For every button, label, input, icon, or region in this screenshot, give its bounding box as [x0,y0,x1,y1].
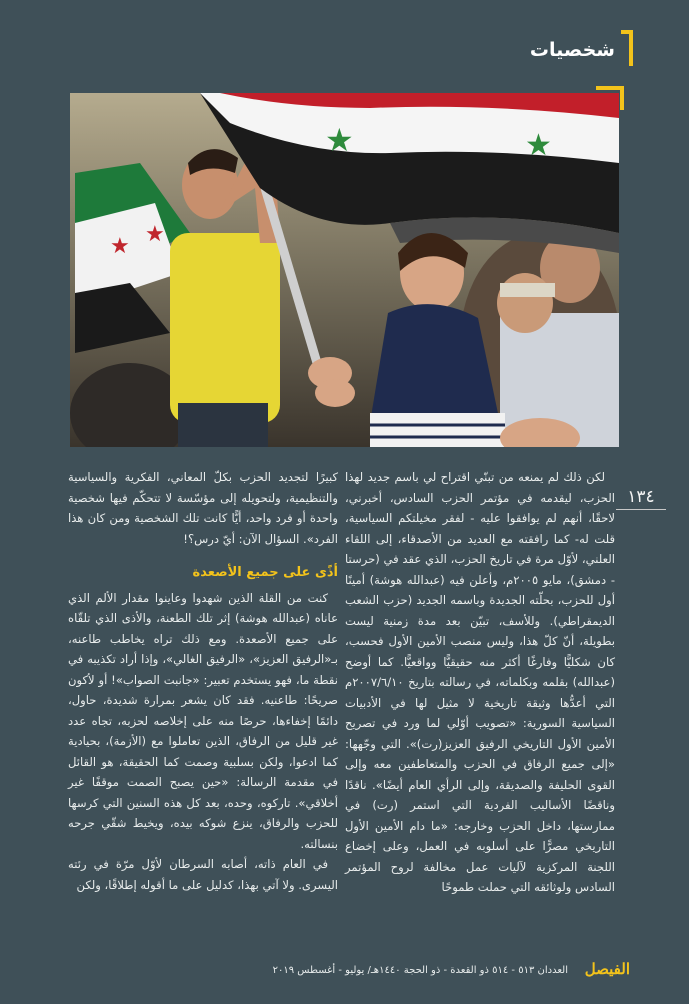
magazine-logo: الفيصل [584,960,630,978]
photo-corner-accent [596,86,624,110]
section-tag [503,30,633,68]
article-column-left [68,467,338,895]
paragraph: كبيرًا لتجديد الحزب بكلّ المعاني، الفكرية والسياسية والتنظيمية، ولتحويله إلى مؤسّسة لا تتحكّم فيها شخصية واحدة أو فرد واحد، أيًّا كانت تلك الشخصية ومن كان هذا الفرد». السؤال الآن: أيّ درس؟! [68,470,338,546]
svg-text:★: ★ [145,222,165,247]
subheading: أذًى على جميع الأصعدة [192,565,338,580]
page-number-text: ١٣٤ [627,487,655,507]
svg-text:★: ★ [325,121,354,159]
svg-text:★: ★ [525,128,552,163]
paragraph: كنت من القلة الذين شهدوا وعاينوا مقدار الألم الذي عاناه (عبدالله هوشة) إثر تلك الطعنة، والأذى الذي تلقّاه على جميع الأصعدة. ومع ذلك تراه يخاطب طاعنه، بـ«الرفيق العزيز»، «الرفيق الغالي»، وإذا أراد تكذيبه في نقطة ما، فهو يستخدم تعبير: «جانبت الصواب»! أو لأكون صريحًا: طاعنيه. فقد كان يشعر بمرارة شديدة، حاول، دائمًا إخفاءها، حرصًا منه على إخلاصه لحزبه، تجاه عدد غير قليل من الرفاق، الذين تعاملوا مع (الأزمة)، بحيادية كما ادعوا، ولكن بسلبية وصمت كما الحقيقة، هو القائل في مقدمة الرسالة: «حين يصبح الصمت موقفًا غير أخلاقي». تاركوه، وحده، بعد كل هذه السنين التي كرسها للحزب والرفاق، ينزع شوكه بيده، ويخيط شقّي جرحه بنسالته. [68,590,338,851]
section-bracket [621,30,633,66]
page-number [616,487,666,507]
page-footer [272,960,630,982]
protest-photo-illustration [70,93,619,447]
paragraph: في العام ذاته، أصابه السرطان لأوّل مرّة في رئته اليسرى. ولا آتي بهذا، كدليل على ما أقوله إطلاقًا، ولكن [68,857,338,892]
issue-info: العددان ٥١٣ - ٥١٤ ذو القعدة - ذو الحجة ١٤٤٠هـ/ يوليو - أغسطس ٢٠١٩ [272,965,568,976]
article-photo [70,93,619,447]
article-column-right [345,467,615,898]
page-number-rule [616,509,666,510]
section-label: شخصيات [529,39,615,61]
paragraph: لكن ذلك لم يمنعه من تبنّي اقتراح لي باسم جديد لهذا الحزب، ليقدمه في مؤتمر الحزب السادس، أخبرني، لاحقًا، أنهم لم يوافقوا عليه - لفقر مخيلتكم السياسية، قلت له- كما رافقته مع العديد من الأصدقاء، إلى اللقاء العلني، لأوّل مرة في تاريخ الحزب، الذي عقد في (حرستا - دمشق)، مايو ٢٠٠٥م، وأعلن فيه (عبدالله هوشة) أمينًا أول للحزب، بحلّته الجديدة وباسمه الجديد (حزب الشعب الديمقراطي). وللأسف، تبيّن بعد مدة زمنية ليست بطويلة، أنّ كلّ هذا، وليس منصب الأمين الأول فحسب، كان شكليًّا وفارغًا أكثر منه حقيقيًّا وواقعيًّا. كما أوضح (عبدالله) بقلمه وبكلماته، في رسالته بتاريخ ٢٠٠٧/٦/١٠م التي أعدُّها وثيقة تاريخية لا مثيل لها في الأدبيات السياسية السورية: «تصويب أوّلي لما ورد في تصريح الأمين الأول التاريخي الرفيق العزيز(رت)». التي وجّهها: «إلى جميع الرفاق في الحزب والمتعاطفين معه وإلى القوى الحليفة والصديقة، وإلى الرأي العام أيضًا». ناقدًا وناقضًا الأساليب الفردية التي استمر (رت) في ممارستها، داخل الحزب وخارجه: «ما دام الأمين الأول التاريخي مصرًّا على أسلوبه في العمل، وعلى إخضاع اللجنة المركزية لآليات عمل مخالفة لروح المؤتمر السادس ولوثائقه التي حملت طموحًا [345,470,615,894]
svg-text:★: ★ [110,234,130,259]
